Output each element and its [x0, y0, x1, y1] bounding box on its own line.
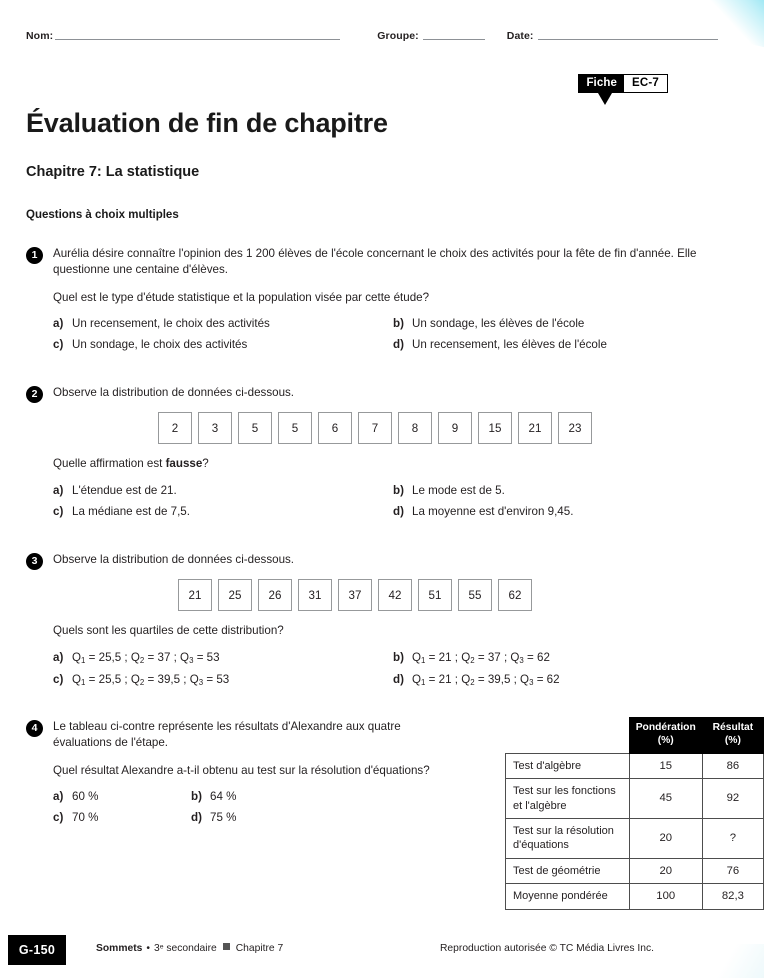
cell-evaluation-label: Test de géométrie [506, 858, 630, 884]
cell-resultat: 76 [702, 858, 763, 884]
option-c[interactable] [53, 338, 393, 351]
option-a[interactable] [53, 484, 393, 497]
fiche-badge [578, 74, 668, 93]
option-tag: d) [393, 673, 404, 687]
option-text: Un recensement, les élèves de l'école [412, 338, 607, 352]
page-footer [0, 935, 764, 965]
option-d[interactable] [393, 505, 733, 518]
data-value-box: 62 [498, 579, 532, 611]
data-value-box: 6 [318, 412, 352, 444]
data-value-box: 21 [178, 579, 212, 611]
data-value-box: 7 [358, 412, 392, 444]
option-text: 70 % [72, 811, 99, 825]
table-row [506, 884, 764, 910]
table-row [506, 779, 764, 819]
option-tag: c) [53, 673, 64, 687]
question-number-badge: 4 [26, 720, 43, 737]
table-row [506, 818, 764, 858]
question-2-options [53, 484, 706, 518]
cell-evaluation-label: Test sur les fonctions et l'algèbre [506, 779, 630, 819]
name-label: Nom: [26, 30, 54, 42]
option-c[interactable] [53, 811, 191, 824]
data-value-box: 23 [558, 412, 592, 444]
data-value-box: 25 [218, 579, 252, 611]
footer-separator: • [146, 943, 150, 954]
data-value-box: 2 [158, 412, 192, 444]
option-text: Un recensement, le choix des activités [72, 317, 270, 331]
option-text: L'étendue est de 21. [72, 483, 177, 497]
option-a[interactable] [53, 651, 393, 665]
table-row [506, 858, 764, 884]
question-1-stem-context: Aurélia désire connaître l'opinion des 1 200 élèves de l'école concernant le choix des activités pour la fête de fin d'année. Elle questionne une centaine d'élèves. [53, 247, 697, 277]
option-text: $Q_1 = 25,5$ ; $Q_2 = 39,5$ ; $Q_3 = 53$ [72, 673, 230, 688]
cell-resultat: 86 [702, 753, 763, 779]
data-value-box: 8 [398, 412, 432, 444]
question-3-stem-context: Observe la distribution de données ci-dessous. [53, 553, 295, 566]
option-tag: a) [53, 790, 64, 804]
group-label: Groupe: [377, 30, 419, 42]
question-3-data-strip [178, 579, 706, 611]
fiche-badge-pointer-icon [598, 93, 612, 105]
option-text: Un sondage, les élèves de l'école [412, 317, 585, 331]
option-d[interactable] [191, 811, 329, 824]
cell-ponderation: 15 [629, 753, 702, 779]
option-tag: a) [53, 650, 64, 664]
question-3 [26, 552, 706, 687]
stem-suffix: ? [202, 457, 209, 471]
option-tag: c) [53, 811, 64, 825]
data-value-box: 51 [418, 579, 452, 611]
question-1-stem-prompt: Quel est le type d'étude statistique et la population visée par cette étude? [53, 290, 430, 304]
fiche-badge-code: EC-7 [624, 74, 668, 93]
question-number-badge: 3 [26, 553, 43, 570]
option-d[interactable] [393, 673, 733, 687]
option-tag: a) [53, 317, 64, 331]
group-input-rule[interactable] [423, 39, 485, 40]
option-b[interactable] [393, 651, 733, 665]
page-title: Évaluation de fin de chapitre [26, 108, 388, 138]
option-a[interactable] [53, 790, 191, 803]
option-tag: b) [393, 650, 404, 664]
identity-line [26, 30, 670, 42]
footer-chapter: Chapitre 7 [235, 943, 284, 954]
option-c[interactable] [53, 505, 393, 518]
section-heading: Questions à choix multiples [26, 209, 179, 221]
question-number-badge: 1 [26, 247, 43, 264]
question-3-options [53, 651, 706, 687]
data-value-box: 55 [458, 579, 492, 611]
header-line-1: Pondération [635, 722, 696, 733]
cell-evaluation-label: Test sur la résolution d'équations [506, 818, 630, 858]
data-value-box: 37 [338, 579, 372, 611]
option-text: 60 % [72, 790, 99, 804]
option-tag: d) [393, 504, 404, 518]
data-value-box: 31 [298, 579, 332, 611]
option-tag: b) [393, 317, 404, 331]
option-a[interactable] [53, 317, 393, 330]
stem-emphasis: fausse [165, 457, 203, 471]
option-b[interactable] [393, 317, 733, 330]
header-line-1: Résultat [712, 722, 754, 733]
date-input-rule[interactable] [538, 39, 718, 40]
data-value-box: 42 [378, 579, 412, 611]
page-number-badge: G-150 [8, 935, 66, 965]
column-header-resultat [702, 718, 763, 754]
option-tag: c) [53, 338, 64, 352]
table-corner-cell [506, 718, 630, 754]
name-input-rule[interactable] [55, 39, 340, 40]
option-text: La moyenne est d'environ 9,45. [412, 504, 574, 518]
option-text: $Q_1 = 21$ ; $Q_2 = 39,5$ ; $Q_3 = 62$ [412, 673, 560, 688]
footer-source [96, 943, 283, 954]
question-4-stem-context: Le tableau ci-contre représente les résultats d'Alexandre aux quatre évaluations de l'étape. [53, 720, 401, 750]
footer-level-suffix: e [159, 943, 164, 951]
table-body [506, 753, 764, 909]
data-value-box: 9 [438, 412, 472, 444]
footer-level [154, 943, 217, 954]
question-2-stem-context: Observe la distribution de données ci-dessous. [53, 386, 295, 399]
option-text: La médiane est de 7,5. [72, 504, 190, 518]
corner-decoration-top-right [703, 0, 764, 49]
cell-evaluation-label: Moyenne pondérée [506, 884, 630, 910]
option-tag: d) [191, 811, 202, 825]
date-label: Date: [506, 30, 534, 42]
stem-prefix: Quelle affirmation est [53, 457, 166, 471]
option-b[interactable] [191, 790, 329, 803]
option-text: Le mode est de 5. [412, 483, 505, 497]
question-1-options [53, 317, 706, 351]
footer-square-icon [223, 943, 230, 950]
question-3-stem-prompt: Quels sont les quartiles de cette distribution? [53, 624, 284, 638]
data-value-box: 26 [258, 579, 292, 611]
question-2-stem-prompt [53, 456, 706, 472]
data-value-box: 15 [478, 412, 512, 444]
cell-ponderation: 45 [629, 779, 702, 819]
footer-brand: Sommets [96, 943, 143, 954]
question-2 [26, 385, 706, 518]
option-tag: d) [393, 338, 404, 352]
option-d[interactable] [393, 338, 733, 351]
option-text: Un sondage, le choix des activités [72, 338, 248, 352]
cell-resultat: ? [702, 818, 763, 858]
option-c[interactable] [53, 673, 393, 687]
question-4-options [53, 790, 453, 824]
question-4-stem-prompt: Quel résultat Alexandre a-t-il obtenu au test sur la résolution d'équations? [53, 763, 430, 777]
cell-ponderation: 100 [629, 884, 702, 910]
option-text: $Q_1 = 25,5$ ; $Q_2 = 37$ ; $Q_3 = 53$ [72, 650, 220, 666]
option-tag: a) [53, 483, 64, 497]
option-text: 75 % [210, 811, 237, 825]
data-value-box: 3 [198, 412, 232, 444]
data-value-box: 21 [518, 412, 552, 444]
question-number-badge: 2 [26, 386, 43, 403]
results-table [505, 717, 764, 910]
data-value-box: 5 [238, 412, 272, 444]
cell-ponderation: 20 [629, 858, 702, 884]
chapter-subtitle: Chapitre 7: La statistique [26, 164, 200, 180]
question-1 [26, 246, 706, 351]
option-tag: c) [53, 504, 64, 518]
option-tag: b) [393, 483, 404, 497]
table-header-row [506, 718, 764, 754]
cell-ponderation: 20 [629, 818, 702, 858]
option-tag: b) [191, 790, 202, 804]
header-line-2: (%) [724, 734, 741, 746]
cell-resultat: 92 [702, 779, 763, 819]
footer-level-number: 3 [153, 943, 160, 954]
option-text: $Q_1 = 21$ ; $Q_2 = 37$ ; $Q_3 = 62$ [412, 650, 550, 666]
column-header-ponderation [629, 718, 702, 754]
data-value-box: 5 [278, 412, 312, 444]
cell-resultat: 82,3 [702, 884, 763, 910]
table-row [506, 753, 764, 779]
question-2-data-strip [158, 412, 706, 444]
header-line-2: (%) [657, 734, 674, 746]
option-b[interactable] [393, 484, 733, 497]
option-text: 64 % [210, 790, 237, 804]
fiche-badge-label: Fiche [578, 74, 624, 93]
footer-level-text: secondaire [163, 943, 217, 954]
footer-copyright: Reproduction autorisée © TC Média Livres Inc. [440, 943, 655, 954]
cell-evaluation-label: Test d'algèbre [506, 753, 630, 779]
